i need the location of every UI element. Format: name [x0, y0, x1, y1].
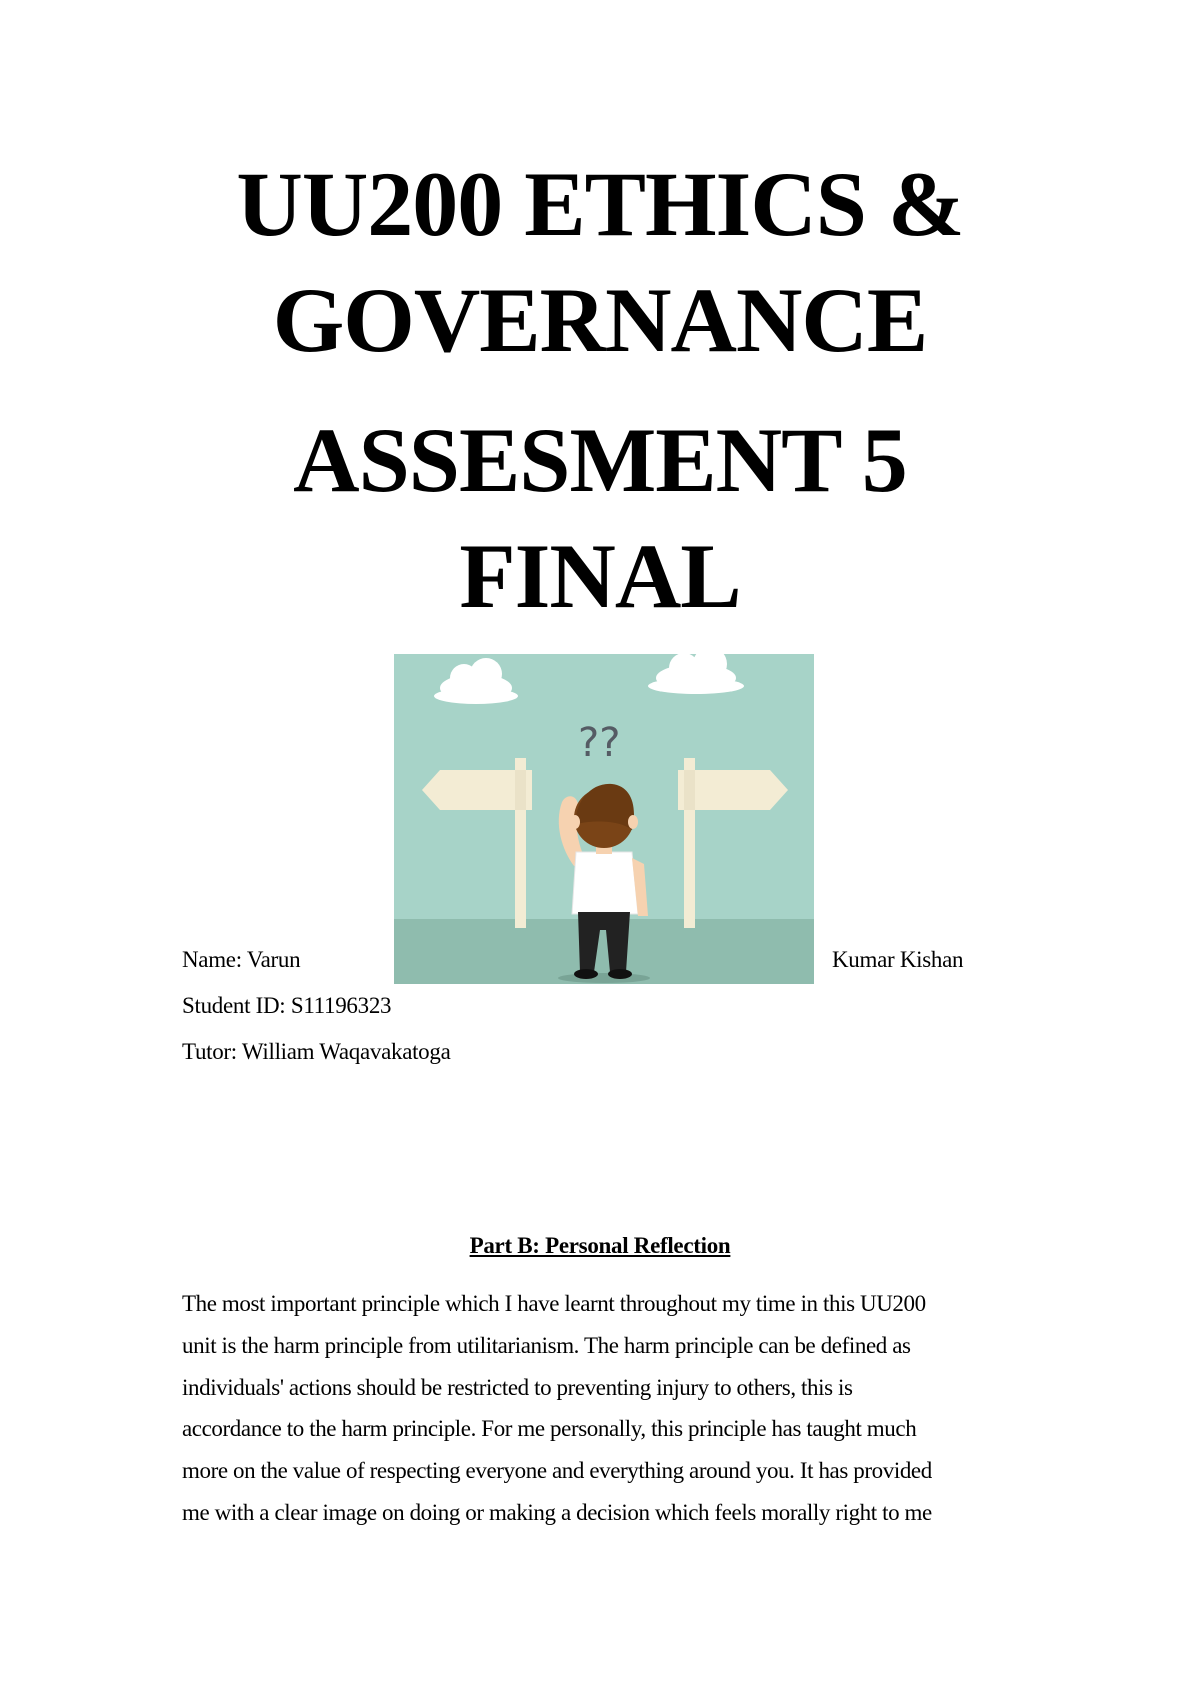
document-title-line-4: FINAL: [459, 525, 741, 627]
document-title-line-3: ASSESMENT 5: [293, 409, 907, 511]
student-name-first: Name: Varun: [182, 947, 301, 972]
paragraph-line: more on the value of respecting everyone and everything around you. It has provided: [182, 1458, 932, 1483]
section-heading: Part B: Personal Reflection: [469, 1233, 731, 1258]
question-marks-icon: ??: [578, 720, 621, 766]
paragraph-line: The most important principle which I have learnt throughout my time in this UU200: [182, 1291, 926, 1316]
paragraph-line: individuals' actions should be restricted to preventing injury to others, this is: [182, 1375, 853, 1400]
document-title-line-2: GOVERNANCE: [272, 269, 928, 371]
student-name-last: Kumar Kishan: [832, 947, 964, 972]
tutor-name: Tutor: William Waqavakatoga: [182, 1039, 451, 1064]
crossroads-illustration: [394, 654, 814, 984]
paragraph-line: unit is the harm principle from utilitarianism. The harm principle can be defined as: [182, 1333, 911, 1358]
paragraph-line: me with a clear image on doing or making a decision which feels morally right to me: [182, 1500, 932, 1525]
document-title-line-1: UU200 ETHICS &: [236, 153, 964, 255]
paragraph-line: accordance to the harm principle. For me personally, this principle has taught much: [182, 1416, 917, 1441]
student-id: Student ID: S11196323: [182, 993, 392, 1018]
